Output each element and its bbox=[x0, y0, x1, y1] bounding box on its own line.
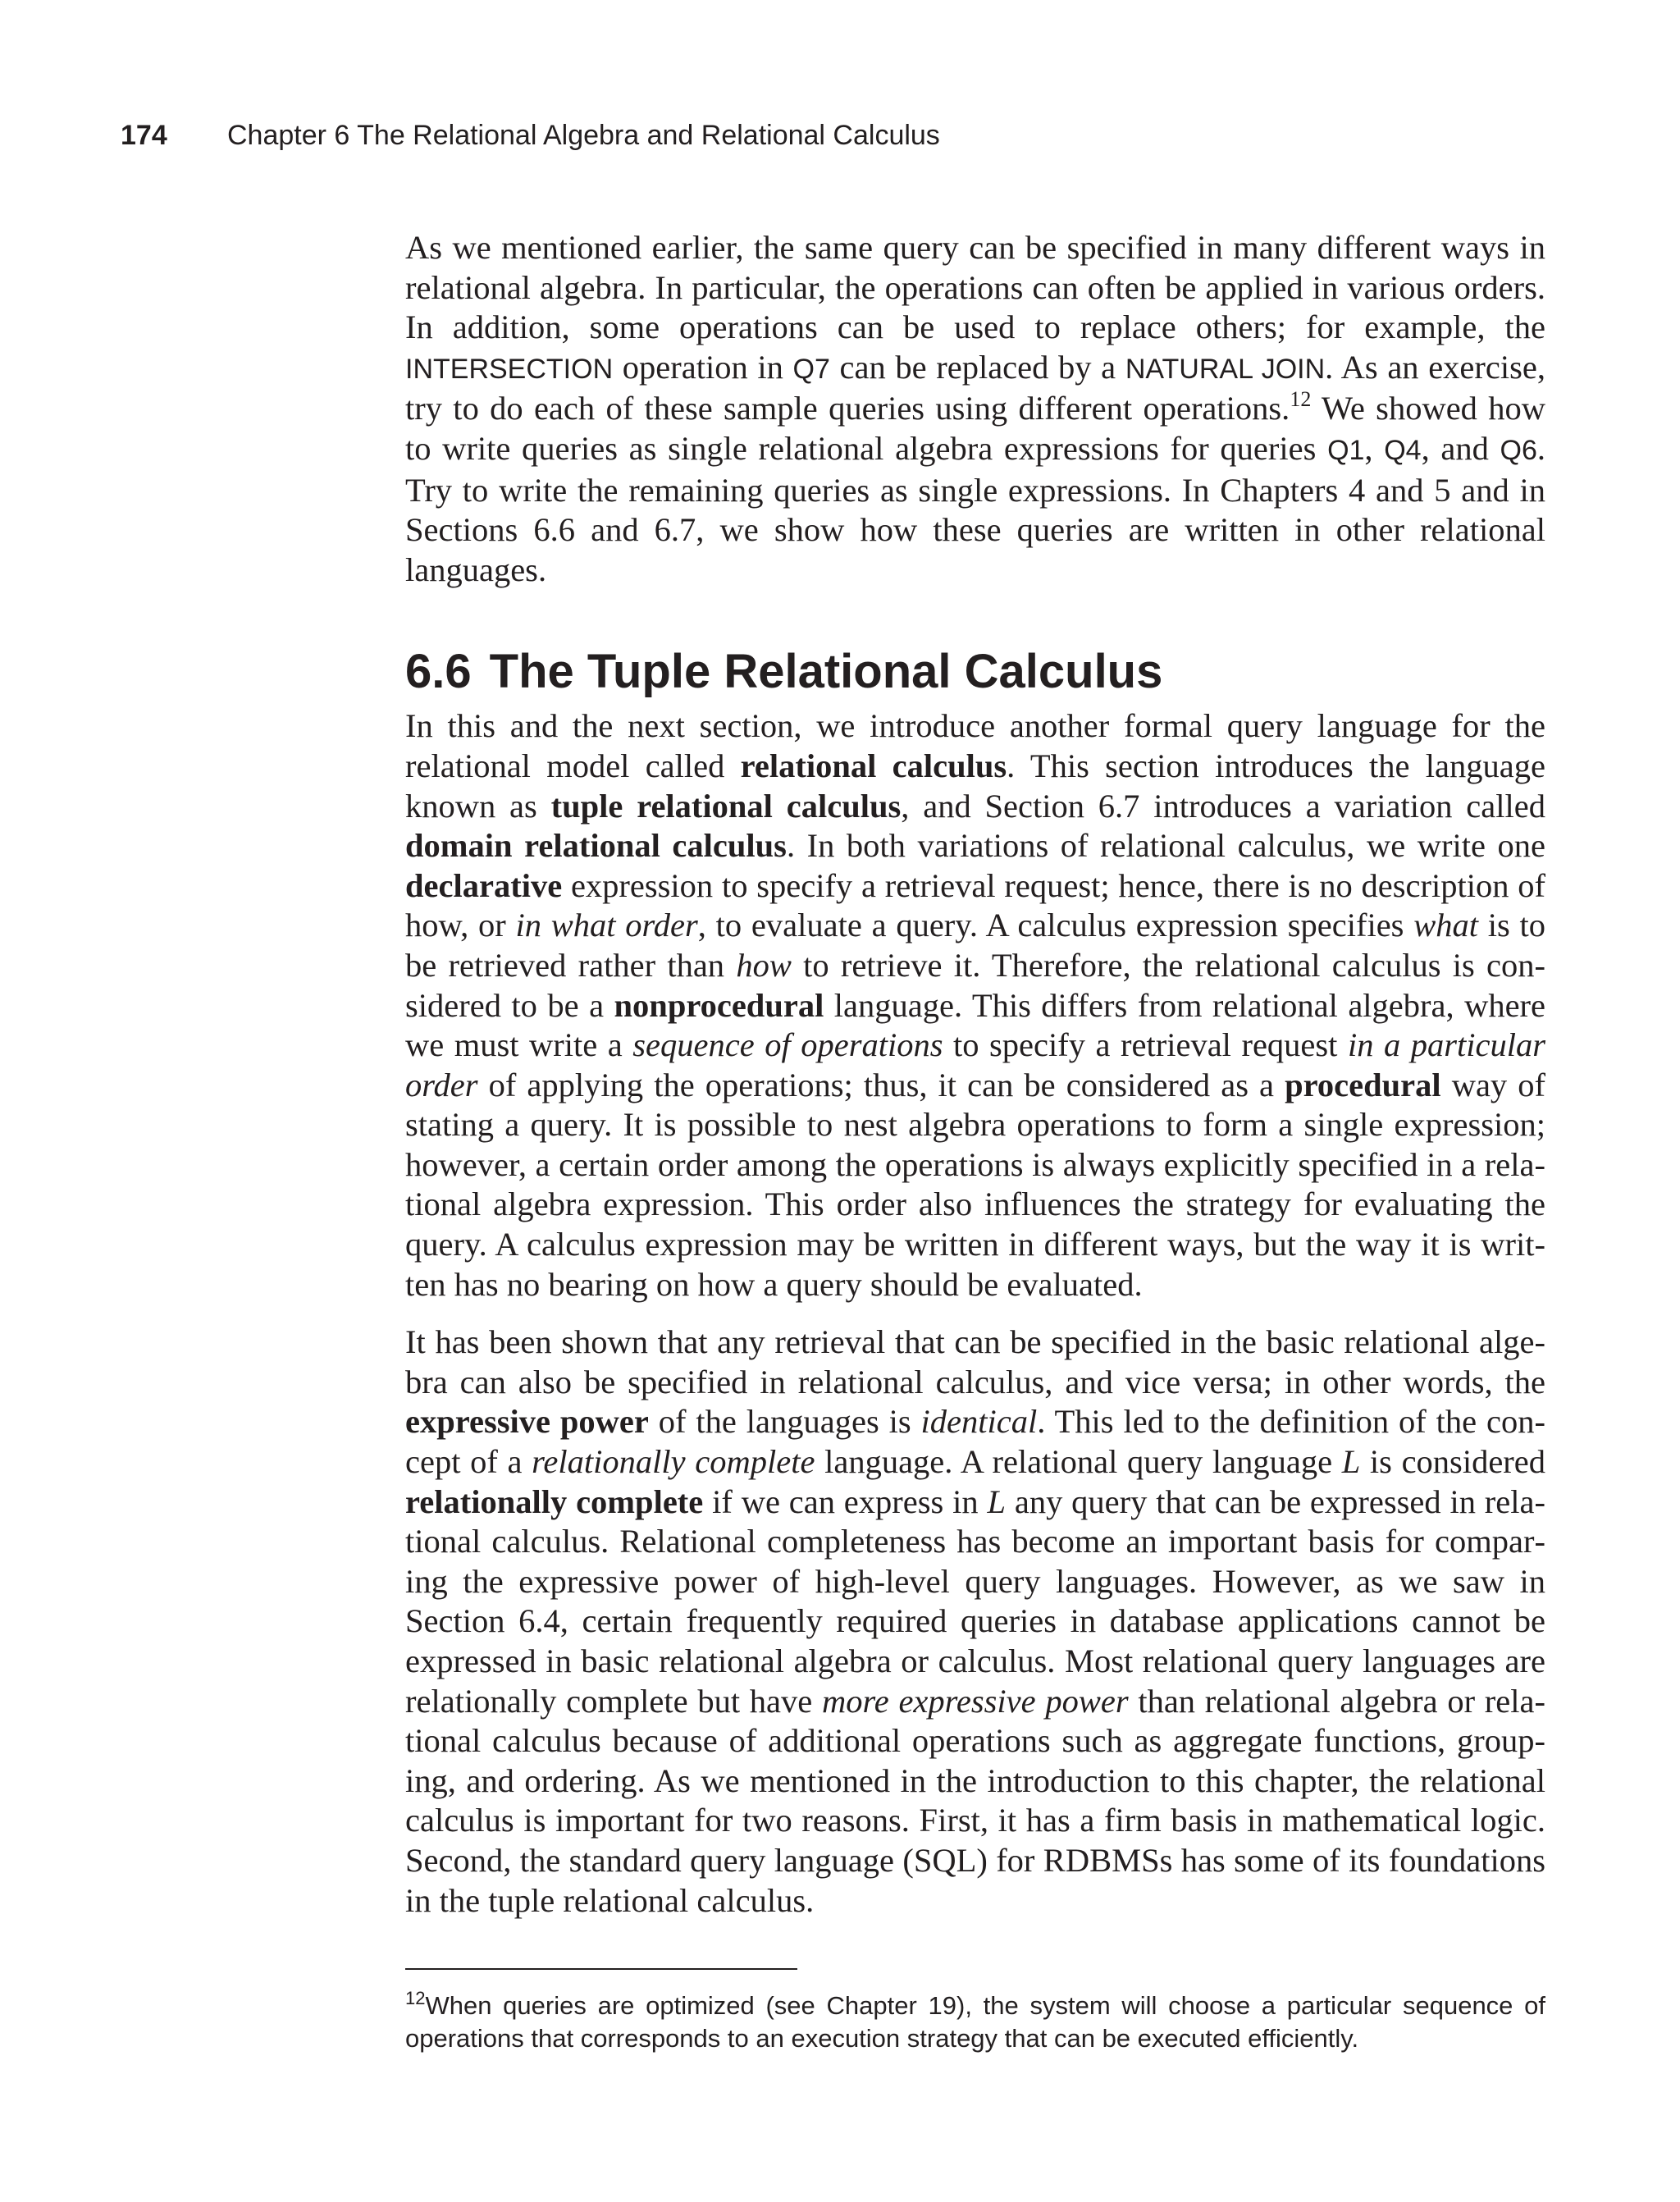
emphasis: in what order bbox=[515, 907, 698, 944]
text: any query that can be expressed in relational calculus. Relational completeness has become an important basis for comparing the expressive power of high-level query languages. However, as we saw in Section 6.4, certain frequently required queries in database applications cannot be expressed in basic relational algebra or calculus. Most relational query languages are relationally complete but have bbox=[405, 1482, 1545, 1720]
query-ref-q4: Q4 bbox=[1384, 434, 1422, 466]
section-body bbox=[405, 706, 1545, 1921]
term-relational-calculus: relational calculus bbox=[740, 747, 1007, 784]
text: . Try to write the remaining queries as single expressions. In Chapters 4 and 5 and in Sections 6.6 and 6.7, we show how these queries are written in other relational languages. bbox=[405, 429, 1545, 588]
footnote-reference[interactable]: 12 bbox=[1290, 386, 1312, 411]
emphasis: identical bbox=[920, 1403, 1038, 1441]
text: operation in bbox=[613, 348, 793, 386]
section-title: The Tuple Relational Calculus bbox=[489, 645, 1163, 699]
term-domain-relational-calculus: domain relational calculus bbox=[405, 827, 787, 865]
term-expressive-power: expressive power bbox=[405, 1403, 649, 1441]
emphasis: more expressive power bbox=[821, 1682, 1129, 1720]
text: , to evaluate a query. A calculus expression specifies bbox=[697, 907, 1414, 944]
text: We showed how to write queries as single relational algebra expressions for queries bbox=[405, 390, 1545, 467]
intro-paragraph bbox=[405, 228, 1545, 590]
text: . As an exercise, try to do each of these sample queries using different operations. bbox=[405, 348, 1545, 427]
emphasis: L bbox=[1341, 1443, 1361, 1481]
text: expression to specify a retrieval request; hence, there is no description of how, or bbox=[405, 866, 1545, 944]
section-heading bbox=[405, 641, 1545, 703]
page-header bbox=[121, 115, 940, 156]
emphasis: relationally complete bbox=[532, 1443, 815, 1481]
text: , and bbox=[1421, 429, 1500, 467]
emphasis: what bbox=[1413, 907, 1478, 944]
text: language. A relational query language bbox=[815, 1443, 1342, 1481]
page-number: 174 bbox=[121, 120, 167, 151]
term-tuple-relational-calculus: tuple relational calculus bbox=[550, 787, 902, 825]
term-nonprocedural: nonprocedural bbox=[614, 986, 824, 1024]
text: is considered bbox=[1360, 1443, 1546, 1481]
running-head: Chapter 6 The Relational Algebra and Relational Calculus bbox=[227, 120, 940, 151]
text: , bbox=[1364, 429, 1385, 467]
section-number: 6.6 bbox=[405, 645, 472, 699]
footnote-text: When queries are optimized (see Chapter 19), the system will choose a particular sequence of operations that corresponds to an execution strategy that can be executed efficiently. bbox=[405, 1991, 1545, 2054]
page-body bbox=[405, 228, 1545, 2055]
text: In this and the next section, we introduce another formal query language for the relational model called bbox=[405, 707, 1545, 784]
emphasis: sequence of operations bbox=[632, 1026, 943, 1064]
text: . In both variations of relational calculus, we write one bbox=[786, 827, 1546, 865]
text: of the languages is bbox=[648, 1403, 921, 1441]
term-procedural: procedural bbox=[1285, 1066, 1441, 1103]
text: can be replaced by a bbox=[829, 348, 1125, 386]
term-relationally-complete: relationally complete bbox=[405, 1482, 704, 1520]
query-ref-q7: Q7 bbox=[792, 353, 830, 385]
text: than relational algebra or relational calculus because of additional operations such as aggregate functions, grouping, and ordering. As we mentioned in the introduction to this chapter, the relational calculus is important for two reasons. First, it has a firm basis in mathematical logic. Second, the standard query language (SQL) for RDBMSs has some of its foundations in the tuple relational calculus. bbox=[405, 1682, 1545, 1919]
footnote-marker: 12 bbox=[405, 1987, 426, 2008]
text: if we can express in bbox=[703, 1482, 988, 1520]
term-declarative: declarative bbox=[405, 866, 563, 904]
text: is to be retrieved rather than bbox=[405, 907, 1546, 984]
query-ref-q1: Q1 bbox=[1327, 434, 1365, 466]
text: language. This differs from relational algebra, where we must write a bbox=[405, 986, 1546, 1064]
text: It has been shown that any retrieval that can be specified in the basic relational algebra can also be specified in relational calculus, and vice versa; in other words, the bbox=[405, 1323, 1545, 1400]
footnote-divider bbox=[405, 1968, 797, 1970]
body-paragraph-2 bbox=[405, 1323, 1545, 1921]
text: to specify a retrieval request bbox=[943, 1026, 1348, 1064]
body-paragraph-1 bbox=[405, 706, 1545, 1304]
emphasis: how bbox=[736, 946, 792, 984]
text: of applying the operations; thus, it can be considered as a bbox=[477, 1066, 1285, 1103]
text: As we mentioned earlier, the same query can be specified in many different ways in relational algebra. In particular, the operations can often be applied in various orders. In addition, some operations can be used to replace others; for example, the bbox=[405, 229, 1545, 346]
operation-name-intersection: INTERSECTION bbox=[405, 353, 614, 385]
text: , and Section 6.7 introduces a variation called bbox=[901, 787, 1545, 825]
footnote bbox=[405, 1987, 1545, 2055]
text: way of stating a query. It is possible to nest algebra operations to form a single expression; however, a certain order among the operations is always explicitly specified in a relational algebra expression. This order also influences the strategy for evaluating the query. A calculus expression may be written in different ways, but the way it is written has no bearing on how a query should be evaluated. bbox=[405, 1066, 1545, 1303]
text: to retrieve it. Therefore, the relational calculus is considered to be a bbox=[405, 946, 1546, 1024]
emphasis: L bbox=[987, 1482, 1006, 1520]
operation-name-natural-join: NATURAL JOIN bbox=[1125, 353, 1326, 385]
query-ref-q6: Q6 bbox=[1500, 434, 1537, 466]
emphasis: in a particular order bbox=[405, 1026, 1545, 1103]
text: . This led to the definition of the concept of a bbox=[405, 1403, 1545, 1481]
text: . This section introduces the language known as bbox=[405, 747, 1545, 825]
